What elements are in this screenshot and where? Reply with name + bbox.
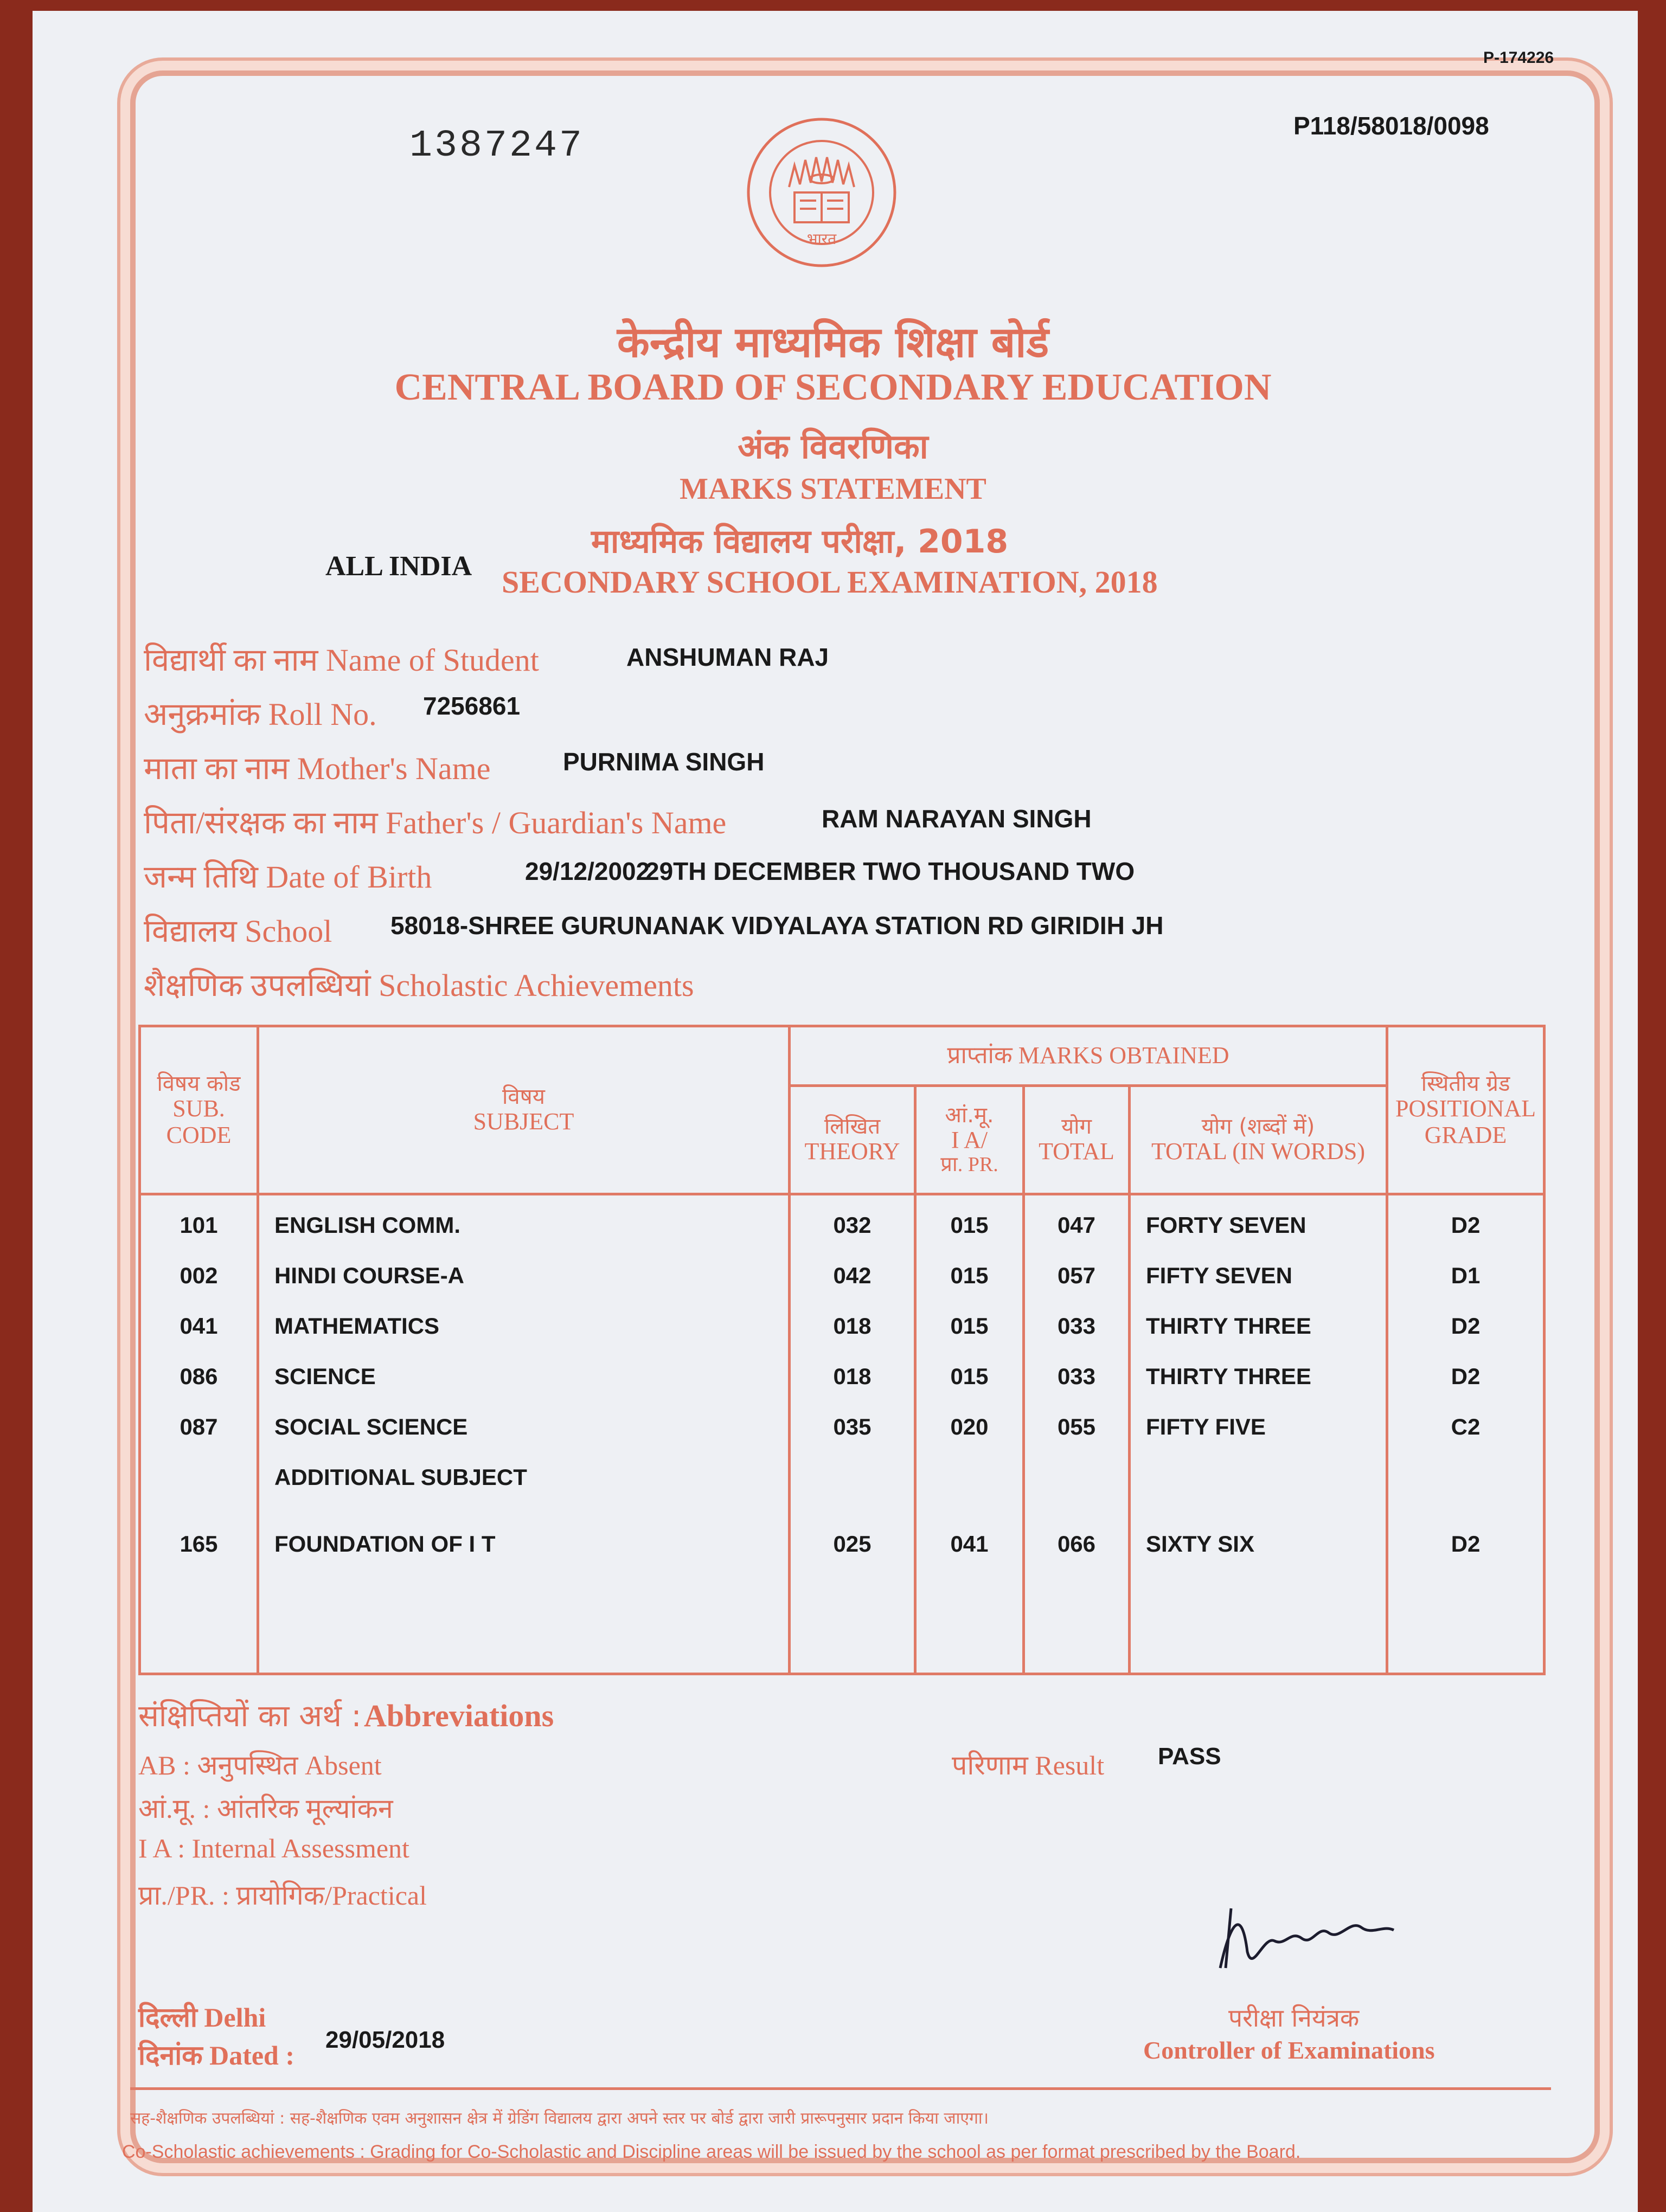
- abbr-ia-hindi: आं.मू. : आंतरिक मूल्यांकन: [138, 1793, 393, 1824]
- father-name-label: पिता/संरक्षक का नाम Father's / Guardian's Name: [144, 805, 727, 840]
- svg-text:भारत: भारत: [806, 230, 837, 248]
- additional-cell-words: SIXTY SIX: [1146, 1531, 1254, 1557]
- cell-words: THIRTY THREE: [1146, 1364, 1311, 1389]
- school-label: विद्यालय School: [144, 914, 332, 949]
- dob-label: जन्म तिथि Date of Birth: [144, 859, 432, 895]
- abbr-ia-english: I A : Internal Assessment: [138, 1833, 409, 1863]
- abbr-practical: प्रा./PR. : प्रायोगिक/Practical: [138, 1880, 427, 1911]
- cell-words: THIRTY THREE: [1146, 1313, 1311, 1339]
- cell-grade: C2: [1451, 1414, 1481, 1439]
- additional-cell-theory: 025: [833, 1531, 872, 1557]
- cell-words: FORTY SEVEN: [1146, 1212, 1306, 1238]
- header-total-words: योग (शब्दों में) TOTAL (IN WORDS): [1130, 1086, 1387, 1194]
- controller-signature: [1209, 1887, 1405, 1984]
- cell-grade: D1: [1451, 1263, 1481, 1288]
- roll-number-label: अनुक्रमांक Roll No.: [144, 697, 377, 732]
- cell-grade: D2: [1451, 1364, 1481, 1389]
- cell-subject: HINDI COURSE-A: [274, 1263, 465, 1288]
- mother-name: PURNIMA SINGH: [563, 748, 765, 776]
- col-ia: [915, 1194, 1024, 1674]
- mother-name-label: माता का नाम Mother's Name: [144, 751, 491, 786]
- place-label: दिल्ली Delhi: [138, 2002, 266, 2033]
- cell-code: 101: [180, 1212, 218, 1238]
- dob-value: 29/12/2002: [525, 857, 650, 885]
- reference-code: P118/58018/0098: [1293, 112, 1489, 140]
- header-total: योग TOTAL: [1024, 1086, 1130, 1194]
- statement-title-english: MARKS STATEMENT: [680, 472, 986, 506]
- board-name-hindi: केन्द्रीय माध्यमिक शिक्षा बोर्ड: [617, 318, 1049, 367]
- cell-theory: 018: [833, 1313, 872, 1339]
- header-subject: विषय SUBJECT: [258, 1026, 790, 1194]
- cell-total: 055: [1057, 1414, 1096, 1439]
- col-code: [140, 1194, 258, 1674]
- additional-cell-grade: D2: [1451, 1531, 1481, 1557]
- abbr-absent: AB : अनुपस्थित Absent: [138, 1750, 382, 1780]
- cell-code: 002: [180, 1263, 218, 1288]
- cell-total: 033: [1057, 1313, 1096, 1339]
- issue-date: 29/05/2018: [325, 2027, 445, 2053]
- cell-subject: SCIENCE: [274, 1364, 376, 1389]
- controller-title-english: Controller of Examinations: [1143, 2036, 1435, 2064]
- col-total: [1024, 1194, 1130, 1674]
- col-subject: [258, 1194, 790, 1674]
- scholastic-achievements-label: शैक्षणिक उपलब्धियां Scholastic Achievements: [144, 968, 694, 1003]
- marks-table: [138, 1025, 1546, 1675]
- dob-words: 29TH DECEMBER TWO THOUSAND TWO: [645, 857, 1135, 885]
- cell-code: 041: [180, 1313, 218, 1339]
- header-positional-grade: स्थितीय ग्रेड POSITIONAL GRADE: [1387, 1026, 1545, 1194]
- cell-code: 087: [180, 1414, 218, 1439]
- cell-ia: 015: [950, 1364, 989, 1389]
- col-theory: [790, 1194, 915, 1674]
- student-name: ANSHUMAN RAJ: [626, 643, 829, 671]
- serial-top-right: P-174226: [1483, 49, 1554, 67]
- additional-cell-ia: 041: [950, 1531, 989, 1557]
- additional-subject-label: ADDITIONAL SUBJECT: [274, 1464, 527, 1490]
- cell-theory: 018: [833, 1364, 872, 1389]
- cbse-emblem-icon: [743, 106, 900, 290]
- dated-label: दिनांक Dated :: [138, 2040, 295, 2070]
- cell-total: 033: [1057, 1364, 1096, 1389]
- cell-words: FIFTY SEVEN: [1146, 1263, 1292, 1288]
- header-ia-pr: आं.मू. I A/ प्रा. PR.: [915, 1086, 1024, 1194]
- student-name-label: विद्यार्थी का नाम Name of Student: [144, 642, 539, 678]
- additional-cell-code: 165: [180, 1531, 218, 1557]
- result-value: PASS: [1158, 1743, 1221, 1770]
- board-name-english: CENTRAL BOARD OF SECONDARY EDUCATION: [394, 366, 1272, 408]
- cell-total: 047: [1057, 1212, 1096, 1238]
- cell-code: 086: [180, 1364, 218, 1389]
- additional-cell-total: 066: [1057, 1531, 1096, 1557]
- cell-grade: D2: [1451, 1313, 1481, 1339]
- abbreviations-title: संक्षिप्तियों का अर्थ : Abbreviations: [138, 1698, 554, 1734]
- cell-theory: 042: [833, 1263, 872, 1288]
- exam-title-hindi: माध्यमिक विद्यालय परीक्षा, 2018: [591, 523, 1009, 561]
- cell-grade: D2: [1451, 1212, 1481, 1238]
- header-marks-obtained: प्राप्तांक MARKS OBTAINED: [790, 1026, 1387, 1086]
- cell-theory: 035: [833, 1414, 872, 1439]
- cell-ia: 015: [950, 1212, 989, 1238]
- controller-title-hindi: परीक्षा नियंत्रक: [1228, 2003, 1360, 2033]
- result-label: परिणाम Result: [952, 1750, 1105, 1780]
- additional-cell-subject: FOUNDATION OF I T: [274, 1531, 496, 1557]
- father-name: RAM NARAYAN SINGH: [822, 805, 1092, 833]
- cell-subject: ENGLISH COMM.: [274, 1212, 460, 1238]
- serial-number: 1387247: [409, 125, 585, 168]
- all-india-label: ALL INDIA: [325, 551, 472, 582]
- statement-title-hindi: अंक विवरणिका: [738, 427, 928, 466]
- roll-number: 7256861: [423, 692, 521, 720]
- cell-theory: 032: [833, 1212, 872, 1238]
- co-scholastic-note-hindi: सह-शैक्षणिक उपलब्धियां : सह-शैक्षणिक एवम अनुशासन क्षेत्र में ग्रेडिंग विद्यालय द्वारा अपने स्तर पर बोर्ड द्वारा जारी प्रारूपनुसार प्रदान किया जाएगा।: [130, 2109, 989, 2128]
- school-name: 58018-SHREE GURUNANAK VIDYALAYA STATION RD GIRIDIH JH: [390, 911, 1164, 940]
- exam-title-english: SECONDARY SCHOOL EXAMINATION, 2018: [502, 564, 1158, 600]
- col-grade: [1387, 1194, 1545, 1674]
- cell-subject: SOCIAL SCIENCE: [274, 1414, 468, 1439]
- cell-words: FIFTY FIVE: [1146, 1414, 1266, 1439]
- cell-subject: MATHEMATICS: [274, 1313, 440, 1339]
- header-theory: लिखित THEORY: [790, 1086, 915, 1194]
- header-sub-code: विषय कोड SUB. CODE: [140, 1026, 258, 1194]
- co-scholastic-note-english: Co-Scholastic achievements : Grading for Co-Scholastic and Discipline areas will be issued by the school as per format prescribed by the Board.: [122, 2142, 1301, 2162]
- cell-ia: 015: [950, 1263, 989, 1288]
- cell-total: 057: [1057, 1263, 1096, 1288]
- cell-ia: 015: [950, 1313, 989, 1339]
- cell-ia: 020: [950, 1414, 989, 1439]
- footer-divider: [130, 2087, 1551, 2090]
- col-words: [1130, 1194, 1387, 1674]
